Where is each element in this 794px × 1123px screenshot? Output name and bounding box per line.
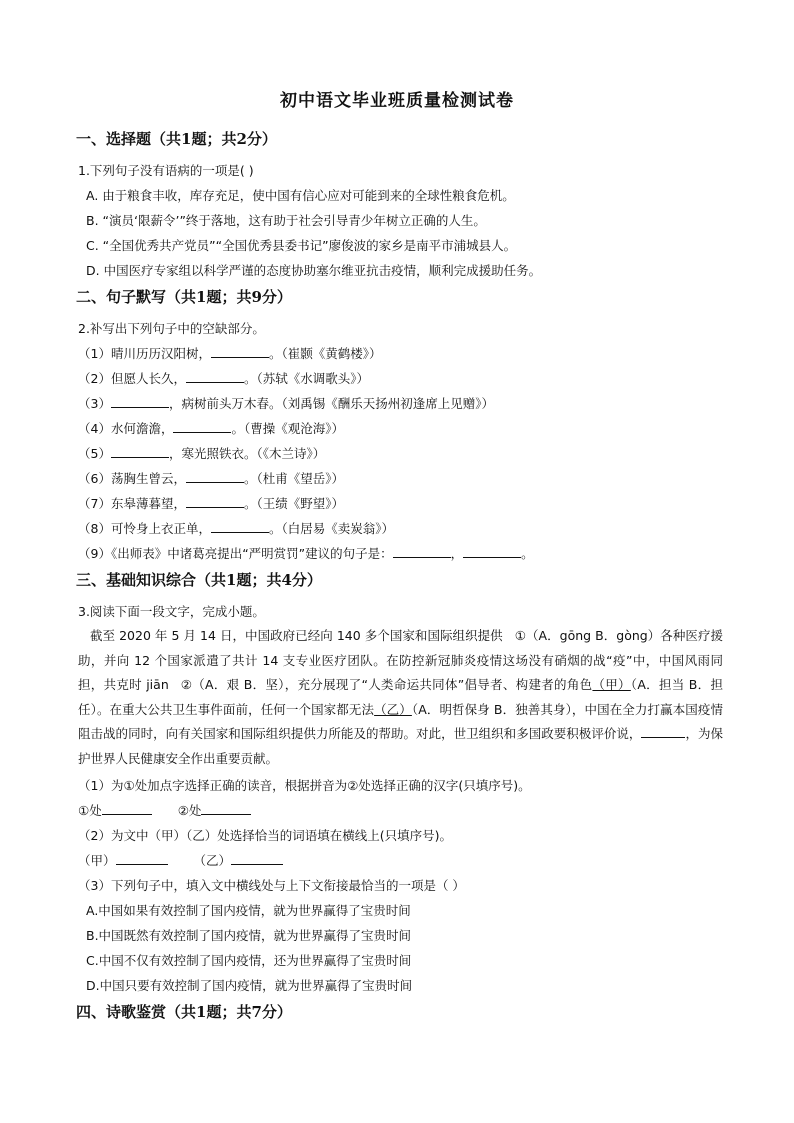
answer-blank[interactable] — [211, 520, 269, 533]
q2-item-8-post: 。（白居易《卖炭翁》） — [268, 521, 394, 536]
q2-item-6-post: 。（杜甫《望岳》） — [243, 471, 344, 486]
passage-part-6: ，为保护世界人民健康安全作出重要贡献。 — [78, 726, 723, 766]
passage-part-1: 截至 2020 年 5 月 14 日，中国政府已经向 140 多个国家和国际组织提供 — [90, 628, 503, 643]
sub1-label-b: ②处 — [177, 803, 202, 818]
sub2-label-b: （乙） — [193, 853, 232, 868]
answer-blank[interactable] — [186, 470, 244, 483]
q2-item-1-post: 。（崔颢《黄鹤楼》） — [268, 346, 382, 361]
q2-item-5 — [78, 445, 738, 463]
marker-jia: （甲） — [592, 677, 631, 692]
q1-option-a: A. 由于粮食丰收，库存充足，使中国有信心应对可能到来的全球性粮食危机。 — [86, 188, 515, 203]
answer-blank[interactable] — [463, 545, 521, 558]
q2-item-7-pre: （7）东皋薄暮望， — [78, 496, 186, 511]
q3-sub-3: （3）下列句子中，填入文中横线处与上下文衔接最恰当的一项是（ ） — [78, 878, 465, 893]
q2-item-3 — [78, 395, 738, 413]
answer-blank[interactable] — [186, 495, 244, 508]
q2-item-8-pre: （8）可怜身上衣正单， — [78, 521, 211, 536]
q2-item-9 — [78, 545, 738, 563]
q2-item-1 — [78, 345, 738, 363]
q3-sub-3-option-d: D.中国只要有效控制了国内疫情，就为世界赢得了宝贵时间 — [86, 978, 413, 993]
q3-sub-3-option-c: C.中国不仅有效控制了国内疫情，还为世界赢得了宝贵时间 — [86, 953, 412, 968]
q2-item-8 — [78, 520, 738, 538]
question-3-stem: 3.阅读下面一段文字，完成小题。 — [78, 604, 265, 619]
answer-blank[interactable] — [211, 345, 269, 358]
q1-option-b: B. “演员‘限薪令’”终于落地，这有助于社会引导青少年树立正确的人生。 — [86, 213, 486, 228]
section-heading-3: 三、基础知识综合（共1题；共4分） — [76, 571, 322, 589]
q2-item-4-post: 。（曹操《观沧海》） — [231, 421, 344, 436]
answer-blank[interactable] — [116, 852, 168, 865]
q2-item-7-post: 。（王绩《野望》） — [243, 496, 344, 511]
q2-item-3-pre: （3） — [78, 396, 111, 411]
q2-item-5-post: ，寒光照铁衣。（《木兰诗》） — [168, 446, 326, 461]
q2-item-9-pre: （9）《出师表》中诸葛亮提出“严明赏罚”建议的句子是： — [78, 546, 393, 561]
answer-blank[interactable] — [186, 370, 244, 383]
q2-item-6-pre: （6）荡胸生曾云， — [78, 471, 186, 486]
question-2-stem: 2.补写出下列句子中的空缺部分。 — [78, 321, 265, 336]
sub2-label-a: （甲） — [78, 853, 116, 868]
q3-sub-1-answers — [78, 802, 738, 820]
passage-part-5: （A．明哲保身 B．独善其身），中国在全力打赢本国疫情阻击战的同时，向有关国家和国际组织提供力所能及的帮助。对此，世卫组织和多国政要积极评价说， — [78, 701, 723, 741]
page-title: 初中语文毕业班质量检测试卷 — [280, 91, 514, 111]
passage-part-3: （A．艰 B．坚），充分展现了“人类命运共同体”倡导者、构建者的角色 — [191, 677, 593, 692]
q2-item-4 — [78, 420, 738, 438]
reading-passage — [78, 624, 723, 771]
sub1-label-a: ①处 — [78, 803, 102, 818]
q2-item-6 — [78, 470, 738, 488]
q2-item-9-post: 。 — [521, 546, 534, 561]
q2-item-9-mid: ， — [450, 546, 464, 561]
q2-item-2-post: 。（苏轼《水调歌头》） — [243, 371, 369, 386]
q2-item-2-pre: （2）但愿人长久， — [78, 371, 186, 386]
q3-sub-3-option-a: A.中国如果有效控制了国内疫情，就为世界赢得了宝贵时间 — [86, 903, 411, 918]
q2-item-7 — [78, 495, 738, 513]
q2-item-1-pre: （1）晴川历历汉阳树， — [78, 346, 211, 361]
marker-circle-2: ② — [180, 677, 192, 692]
answer-blank[interactable] — [102, 802, 152, 815]
answer-blank[interactable] — [173, 420, 231, 433]
q3-sub-1: （1）为①处加点字选择正确的读音，根据拼音为②处选择正确的汉字(只填序号)。 — [78, 778, 531, 793]
answer-blank[interactable] — [231, 852, 283, 865]
section-heading-4: 四、诗歌鉴赏（共1题；共7分） — [76, 1003, 292, 1021]
question-1-stem: 1.下列句子没有语病的一项是( ) — [78, 163, 254, 178]
marker-yi: （乙） — [374, 701, 412, 717]
passage-part-4: （A．担当 B．担任）。在重大公共卫生事件面前，任何一个国家都无法 — [78, 677, 723, 717]
answer-blank[interactable] — [111, 395, 169, 408]
q3-sub-2-answers — [78, 852, 738, 870]
q2-item-5-pre: （5） — [78, 446, 111, 461]
q1-option-d: D. 中国医疗专家组以科学严谨的态度协助塞尔维亚抗击疫情，顺利完成援助任务。 — [86, 263, 542, 278]
q1-option-c: C. “全国优秀共产党员”“全国优秀县委书记”廖俊波的家乡是南平市浦城县人。 — [86, 238, 517, 253]
q3-sub-3-option-b: B.中国既然有效控制了国内疫情，就为世界赢得了宝贵时间 — [86, 928, 412, 943]
answer-blank[interactable] — [201, 802, 251, 815]
q3-sub-2: （2）为文中（甲）（乙）处选择恰当的词语填在横线上(只填序号)。 — [78, 828, 452, 843]
q2-item-4-pre: （4）水何澹澹， — [78, 421, 174, 436]
marker-circle-1: ① — [514, 628, 526, 643]
q2-item-3-post: ，病树前头万木春。（刘禹锡《酬乐天扬州初逢席上见赠》） — [168, 396, 494, 411]
passage-part-2: （A．gōng B．gòng）各种医疗援助，并向 12 个国家派遣了共计 14 支专业医疗团队。在防控新冠肺炎疫情这场没有硝烟的战“疫”中，中国风雨同担，共克时 jiān — [78, 628, 723, 692]
answer-blank[interactable] — [393, 545, 451, 558]
q2-item-2 — [78, 370, 738, 388]
answer-blank[interactable] — [641, 725, 685, 738]
section-heading-1: 一、选择题（共1题；共2分） — [76, 130, 277, 148]
answer-blank[interactable] — [111, 445, 169, 458]
section-heading-2: 二、句子默写（共1题；共9分） — [76, 288, 292, 306]
